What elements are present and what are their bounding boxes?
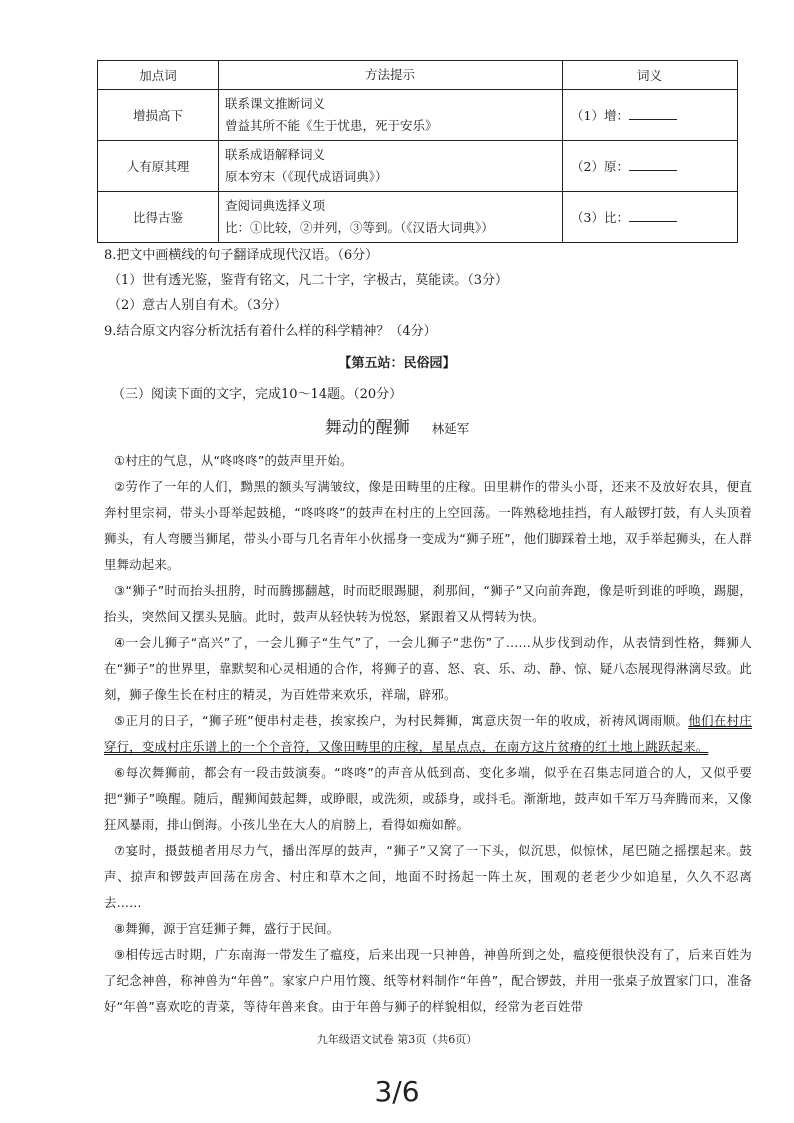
section-intro: （三）阅读下面的文字，完成10～14题。（20分） bbox=[112, 387, 403, 402]
underlined-sentence: 他们在村庄穿行，变成村庄乐谱上的一个个音符，又像田畴里的庄稼，星星点点，在南方这片贫瘠的红土地上跳跃起来。 bbox=[104, 713, 752, 754]
question-9: 9.结合原文内容分析沈括有着什么样的科学精神？（4分） bbox=[104, 324, 437, 339]
question-8: 8.把文中画横线的句子翻译成现代汉语。（6分） bbox=[104, 248, 379, 263]
paragraph: ⑥每次舞狮前，都会有一段击鼓演奏。“咚咚”的声音从低到高、变化多端，似乎在召集志同道合的人，又似乎要把“狮子”唤醒。随后，醒狮闻鼓起舞，或睁眼，或洗须，或舔身，或抖毛。渐渐地，鼓声如千军万马奔腾而来，又像狂风暴雨，排山倒海。小孩儿坐在大人的肩膀上，看得如痴如醉。 bbox=[104, 765, 752, 832]
method-line: 查阅词典选择义项 bbox=[225, 198, 326, 213]
cell-meaning bbox=[563, 90, 738, 141]
header-meaning: 词义 bbox=[563, 61, 738, 90]
article-title: 舞动的醒狮 bbox=[324, 418, 410, 438]
meaning-label: （2）原： bbox=[571, 159, 629, 174]
cell-word: 人有原其理 bbox=[98, 141, 219, 192]
cell-word: 比得古鉴 bbox=[98, 192, 219, 243]
vocab-table bbox=[97, 60, 738, 243]
cell-method bbox=[219, 90, 563, 141]
paragraph: ②劳作了一年的人们，黝黑的额头写满皱纹，像是田畴里的庄稼。田里耕作的带头小哥，还来不及放好农具，便直奔村里宗祠，带头小哥举起鼓槌，“咚咚咚”的鼓声在村庄的上空回荡。一阵熟稔地挂挡，有人敲锣打鼓，有人头顶着狮头，有人弯腰当狮尾，带头小哥与几名青年小伙摇身一变成为“狮子班”，他们脚踩着土地，双手举起狮头，在人群里舞动起来。 bbox=[104, 479, 752, 572]
cell-meaning bbox=[563, 192, 738, 243]
paragraph bbox=[104, 708, 752, 760]
page-indicator: 3/6 bbox=[374, 1075, 420, 1108]
table-header-row bbox=[98, 61, 738, 90]
article-body bbox=[104, 448, 752, 1020]
paragraph: ③“狮子”时而抬头扭胯，时而腾挪翻越，时而眨眼踢腿，刹那间，“狮子”又向前奔跑，像是听到谁的呼唤，踢腿，抬头，突然间又摆头晃脑。此时，鼓声从轻快转为悦怒，紧跟着又从愕转为快。 bbox=[104, 583, 752, 624]
paragraph: ⑦宴时，摄鼓槌者用尽力气，播出浑厚的鼓声，“狮子”又窝了一下头，似沉思，似惊怵，尾巴随之摇摆起来。鼓声、掠声和锣鼓声回荡在房舍、村庄和草木之间，地面不时扬起一阵土灰，围观的老老少少如追星，久久不忍离去…… bbox=[104, 843, 752, 910]
answer-blank[interactable] bbox=[629, 107, 677, 120]
table-row bbox=[98, 90, 738, 141]
table-row bbox=[98, 192, 738, 243]
cell-meaning bbox=[563, 141, 738, 192]
article-title-row bbox=[0, 413, 794, 438]
section-station-heading: 【第五站：民俗园】 bbox=[338, 356, 456, 371]
method-line: 联系课文推断词义 bbox=[225, 96, 326, 111]
cell-word: 增损高下 bbox=[98, 90, 219, 141]
answer-blank[interactable] bbox=[629, 158, 677, 171]
paragraph: ⑧舞狮，源于宫廷狮子舞，盛行于民间。 bbox=[114, 921, 340, 936]
method-line: 曾益其所不能《生于忧患，死于安乐》 bbox=[225, 118, 438, 133]
method-line: 原本穷末（《现代成语词典》） bbox=[225, 169, 388, 184]
page-footer: 九年级语文试卷 第3页（共6页） bbox=[316, 1033, 478, 1046]
cell-method bbox=[219, 141, 563, 192]
header-method: 方法提示 bbox=[219, 61, 563, 90]
paragraph-text: ⑤正月的日子，“狮子班”便串村走巷，挨家挨户，为村民舞狮，寓意庆贺一年的收成，祈祷风调雨顺。 bbox=[114, 713, 689, 728]
paragraph: ⑨相传远古时期，广东南海一带发生了瘟疫，后来出现一只神兽，神兽所到之处，瘟疫便很快没有了，后来百姓为了纪念神兽，称神兽为“年兽”。家家户户用竹篾、纸等材料制作“年兽”，配合锣鼓，并用一张桌子放置家门口，准备好“年兽”喜欢吃的青菜，等待年兽来食。由于年兽与狮子的样貌相似，经常为老百姓带 bbox=[104, 947, 752, 1014]
paragraph: ④一会儿狮子“高兴”了，一会儿狮子“生气”了，一会儿狮子“悲伤”了……从步伐到动作，从表情到性格，舞狮人在“狮子”的世界里，靠默契和心灵相通的合作，将狮子的喜、怒、哀、乐、动、静、惊、疑八态展现得淋漓尽致。此刻，狮子像生长在村庄的精灵，为百姓带来欢乐，祥瑞，辟邪。 bbox=[104, 635, 752, 702]
article-author: 林延军 bbox=[431, 421, 470, 436]
meaning-label: （3）比： bbox=[571, 210, 629, 225]
question-8-1: （1）世有透光鉴，鉴背有铭文，凡二十字，字极古，莫能读。（3分） bbox=[108, 273, 509, 288]
method-line: 联系成语解释词义 bbox=[225, 147, 326, 162]
meaning-label: （1）增： bbox=[571, 108, 629, 123]
header-word: 加点词 bbox=[98, 61, 219, 90]
paragraph: ①村庄的气息，从“咚咚咚”的鼓声里开始。 bbox=[114, 453, 353, 468]
method-line: 比：①比较，②并列，③等到。（《汉语大词典》） bbox=[225, 220, 494, 235]
table-row bbox=[98, 141, 738, 192]
answer-blank[interactable] bbox=[629, 209, 677, 222]
cell-method bbox=[219, 192, 563, 243]
question-8-2: （2）意古人别自有术。（3分） bbox=[108, 298, 288, 313]
